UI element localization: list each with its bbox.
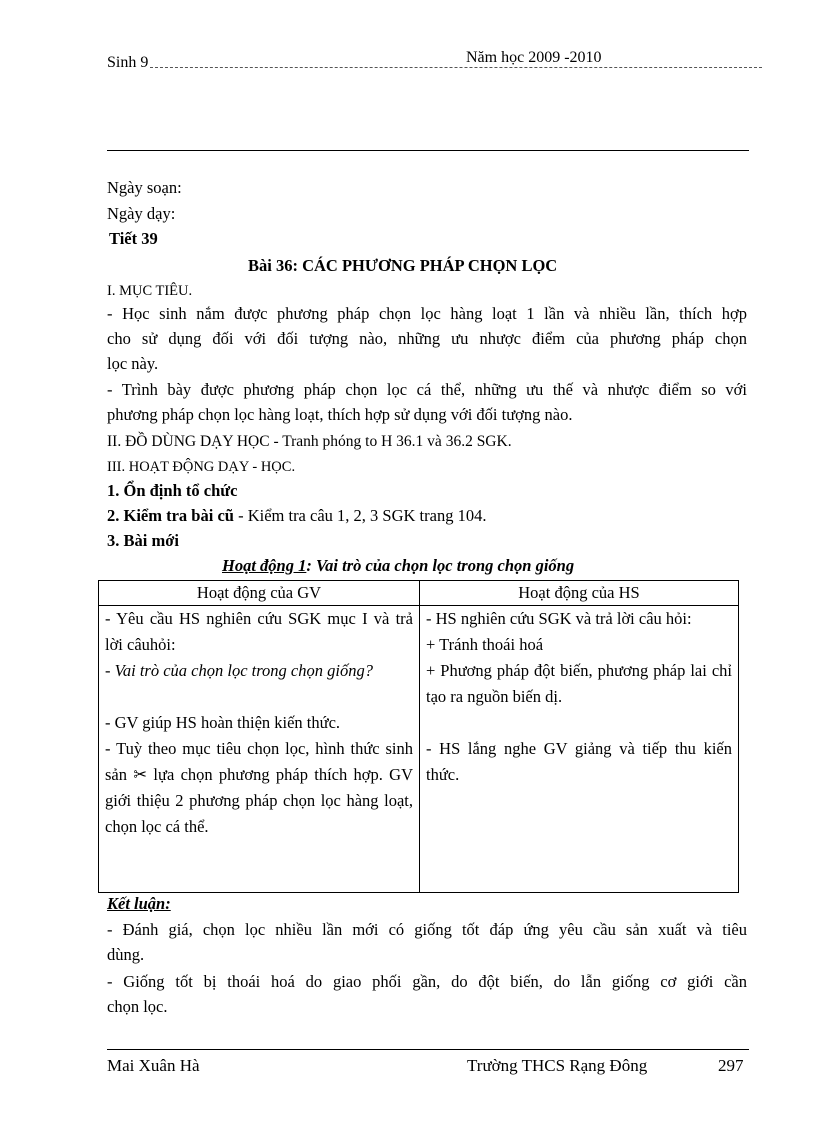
conclusion-line: dùng. <box>107 945 145 964</box>
footer-school: Trường THCS Rạng Đông <box>467 1056 648 1075</box>
header-rule <box>107 150 749 151</box>
section1-line: - Trình bày được phương pháp chọn lọc cá thể, những ưu thế và nhược điểm so với <box>107 380 747 399</box>
period: Tiết 39 <box>109 229 158 248</box>
gv-paragraph: - GV giúp HS hoàn thiện kiến thức. <box>105 713 341 732</box>
activity-title <box>222 556 574 576</box>
prep-date: Ngày soạn: <box>107 178 182 197</box>
teach-date: Ngày dạy: <box>107 204 176 223</box>
header-school-year: Năm học 2009 -2010 <box>466 49 602 66</box>
activity-title-prefix: Hoạt động 1 <box>222 556 307 575</box>
hs-cell <box>420 606 739 893</box>
step2-text: - Kiểm tra câu 1, 2, 3 SGK trang 104. <box>233 506 487 525</box>
section1-line: - Học sinh nắm được phương pháp chọn lọc hàng loạt 1 lần và nhiều lần, thích hợp <box>107 304 747 323</box>
section1-heading: I. MỤC TIÊU. <box>107 283 193 299</box>
hs-paragraph: + Phương pháp đột biến, phương pháp lai chỉ tạo ra nguồn biến dị. <box>426 661 732 706</box>
gv-paragraph <box>105 736 413 840</box>
lesson-title: Bài 36: CÁC PHƯƠNG PHÁP CHỌN LỌC <box>248 256 558 275</box>
conclusion-line: chọn lọc. <box>107 997 168 1016</box>
step2 <box>107 506 486 526</box>
footer-author: Mai Xuân Hà <box>107 1056 200 1075</box>
conclusion-line: - Đánh giá, chọn lọc nhiều lần mới có giống tốt đáp ứng yêu cầu sản xuất và tiêu <box>107 920 747 939</box>
step3: 3. Bài mới <box>107 531 179 550</box>
section2: II. ĐỒ DÙNG DẠY HỌC - Tranh phóng to H 36.1 và 36.2 SGK. <box>107 433 512 450</box>
step2-label: 2. Kiểm tra bài cũ <box>107 506 234 525</box>
conclusion-line: - Giống tốt bị thoái hoá do giao phối gần, do đột biến, do lẫn giống cơ giới cần <box>107 972 747 991</box>
gv-question: - Vai trò của chọn lọc trong chọn giống? <box>105 661 373 680</box>
footer-rule <box>107 1049 749 1050</box>
section3: III. HOẠT ĐỘNG DẠY - HỌC. <box>107 459 296 475</box>
scissors-icon: ✂ <box>133 765 148 784</box>
header-dashed-rule <box>150 67 762 68</box>
conclusion-heading: Kết luận: <box>107 894 171 913</box>
gv-cell <box>99 606 420 893</box>
activity-table <box>98 580 739 893</box>
step1: 1. Ổn định tổ chức <box>107 481 238 500</box>
section1-line: lọc này. <box>107 354 159 373</box>
hs-paragraph: - HS lắng nghe GV giảng và tiếp thu kiến thức. <box>426 739 732 784</box>
gv-p4a: - Tuỳ theo mục tiêu chọn lọc, hình thức sinh sản <box>105 739 413 784</box>
footer-page-number: 297 <box>718 1056 744 1075</box>
section1-line: phương pháp chọn lọc hàng loạt, thích hợp sử dụng với đối tượng nào. <box>107 405 573 424</box>
column-header-gv: Hoạt động của GV <box>99 581 420 606</box>
header-subject: Sinh 9 <box>107 54 149 71</box>
section1-line: cho sử dụng đối với đối tượng nào, những ưu nhược điểm của phương pháp chọn <box>107 329 747 348</box>
hs-paragraph: - HS nghiên cứu SGK và trả lời câu hỏi: <box>426 609 692 628</box>
column-header-hs: Hoạt động của HS <box>420 581 739 606</box>
hs-paragraph: + Tránh thoái hoá <box>426 635 544 654</box>
gv-paragraph: - Yêu cầu HS nghiên cứu SGK mục I và trả lời câuhỏi: <box>105 609 413 654</box>
activity-title-rest: : Vai trò của chọn lọc trong chọn giống <box>306 556 575 575</box>
gv-p4b: lựa chọn phương pháp thích hợp. GV giới thiệu 2 phương pháp chọn lọc hàng loạt, chọn lọc cá thể. <box>105 765 414 836</box>
